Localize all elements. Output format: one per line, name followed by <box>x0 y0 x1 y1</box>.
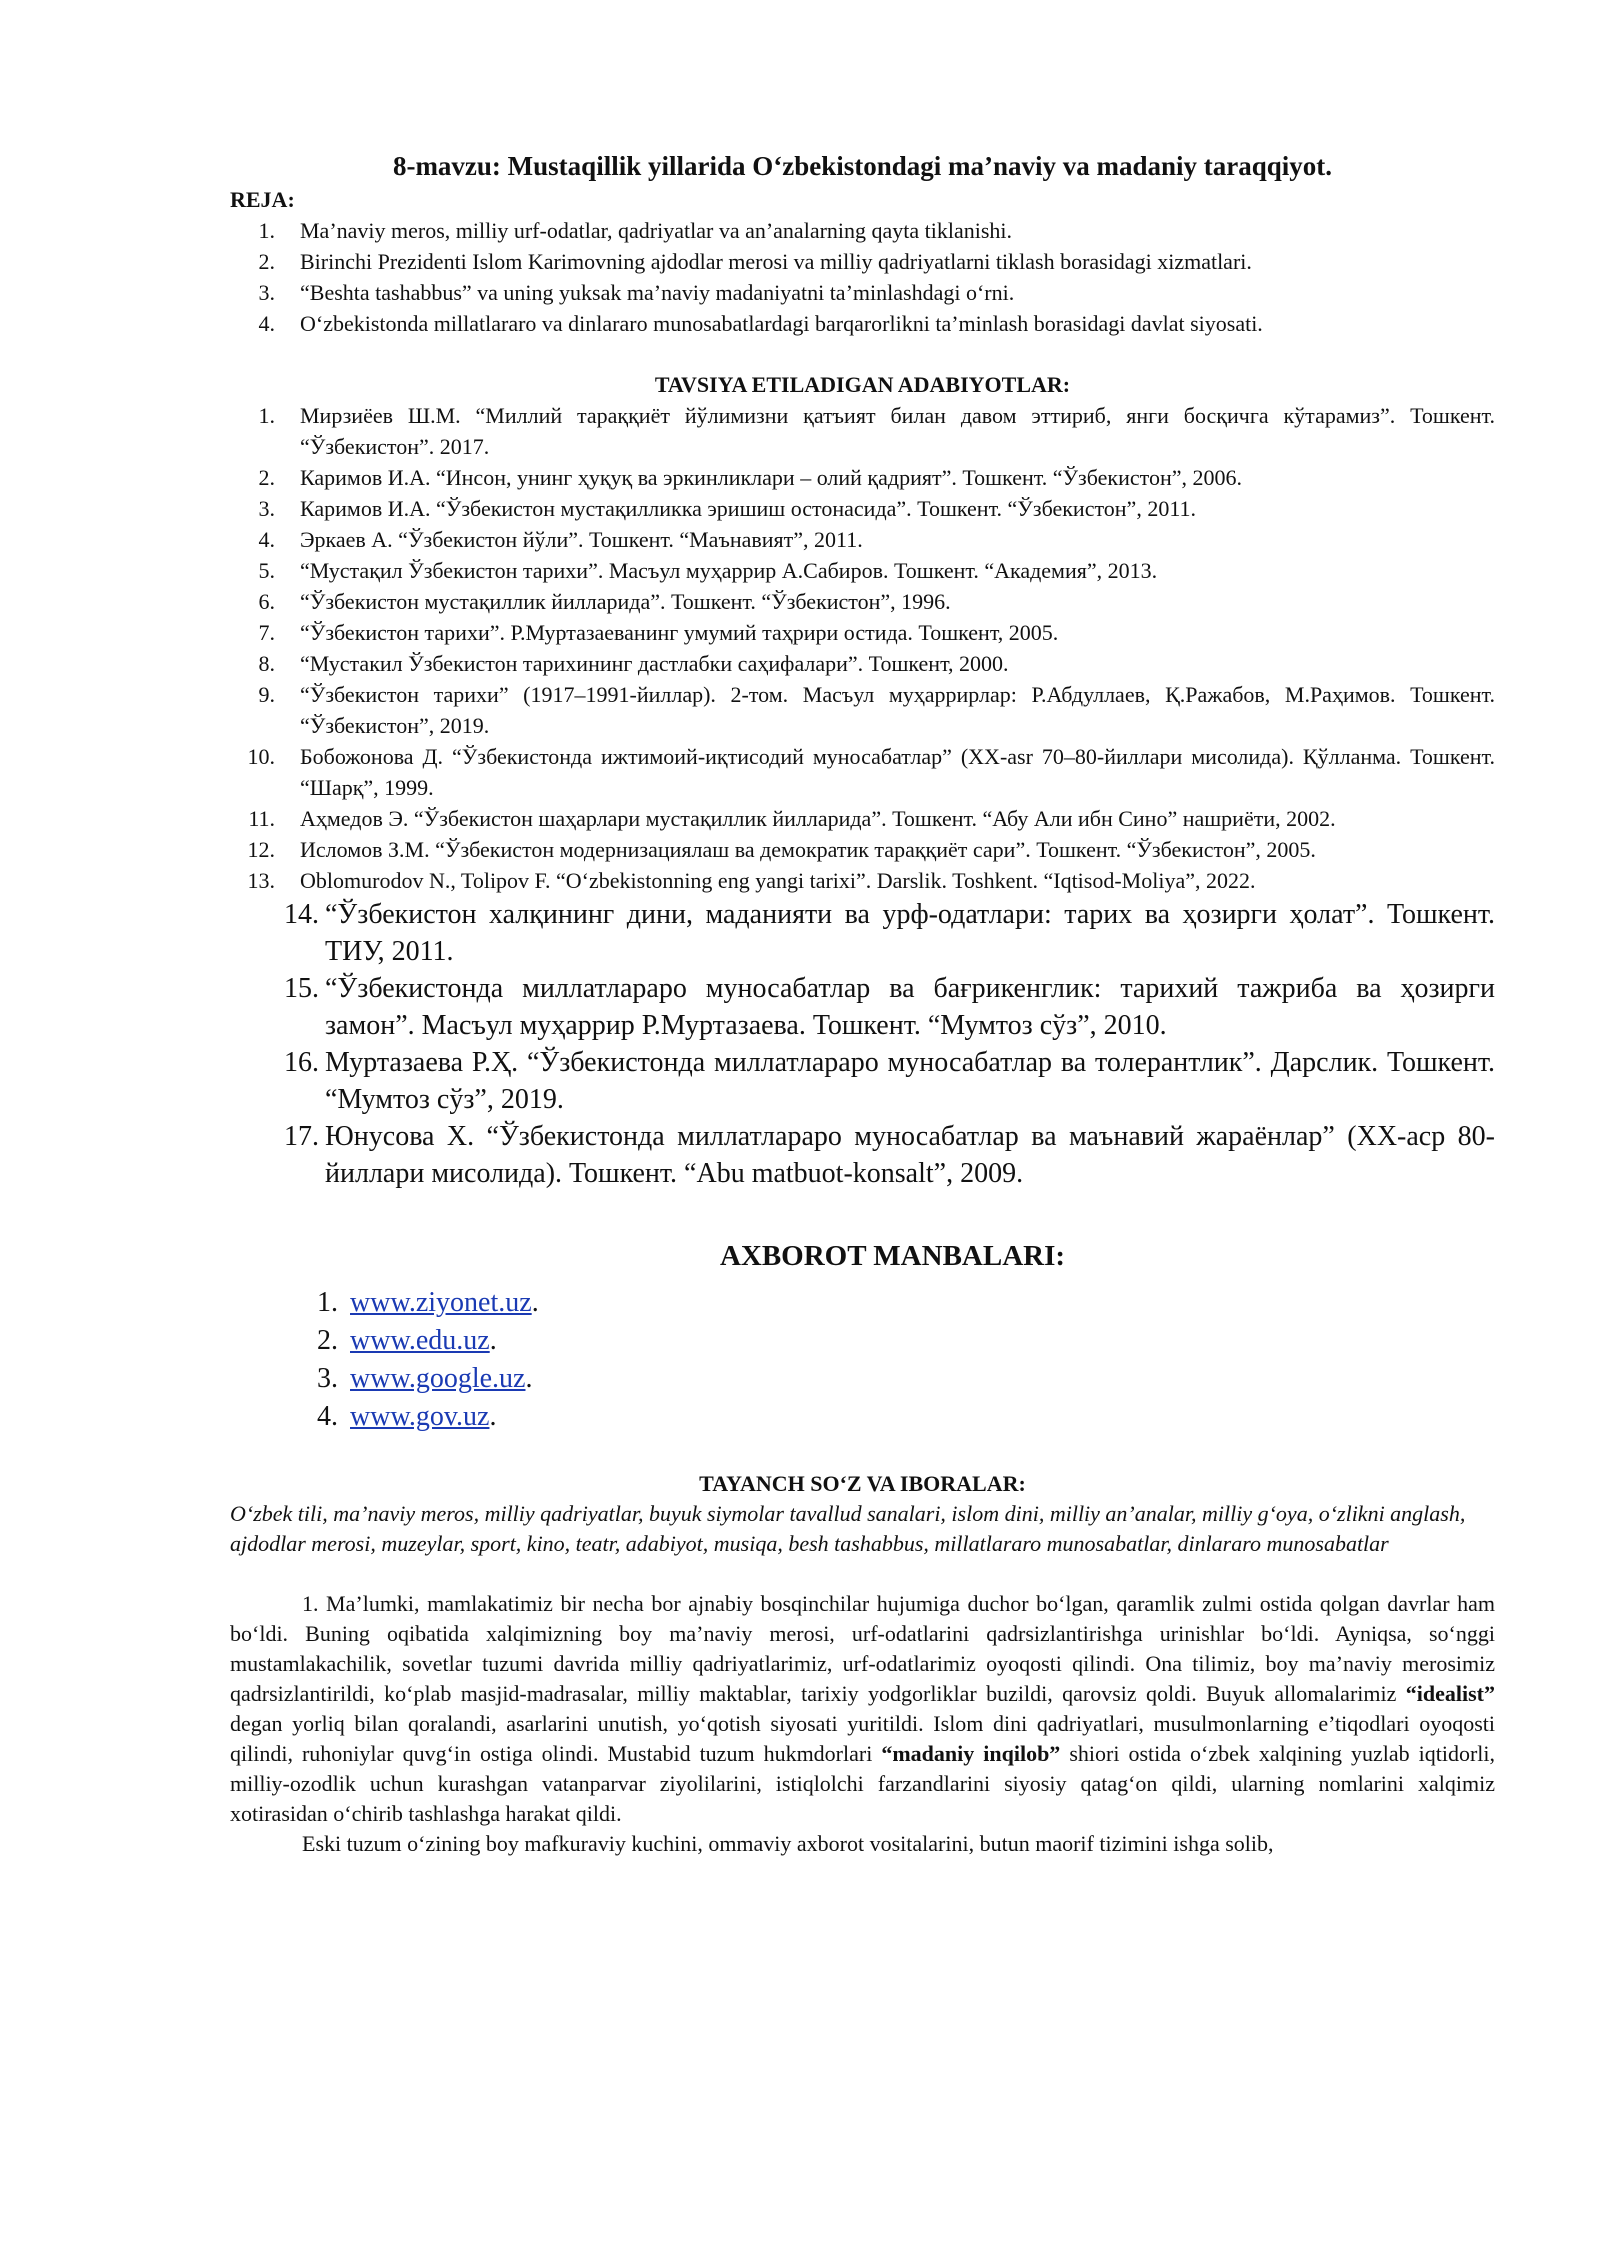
reference-number: 14. <box>284 898 319 930</box>
keywords-text: O‘zbek tili, ma’naviy meros, milliy qadriyatlar, buyuk siymolar tavallud sanalari, islom dini, milliy an’analar, milliy g‘oya, o‘zlikni anglash, ajdodlar merosi, muzeylar, sport, kino, teatr, adabiyot, musiqa, besh tashabbus, millatlararo munosabatlar, dinlararo munosabatlar <box>230 1500 1466 1556</box>
source-number: 3. <box>317 1362 338 1394</box>
plan-item-number: 3. <box>258 279 275 305</box>
plan-item-number: 4. <box>258 310 275 336</box>
reference-item <box>230 617 1495 648</box>
plan-item-number: 2. <box>258 248 275 274</box>
plan-item-text: Birinchi Prezidenti Islom Karimovning ajdodlar merosi va milliy qadriyatlarni tiklash borasidagi xizmatlari. <box>300 248 1252 274</box>
source-item <box>230 1360 1495 1398</box>
body-text-span: degan yorliq bilan qoralandi, asarlarini unutish, yo‘qotish siyosati yuritildi. Islom dini qadriyatlari, musulmonlarning e’tiqodlari oyoqosti qilindi, ruhoniylar quvg‘in ostiga olindi. Mustabid tuzum hukmdorlari <box>230 1710 1495 1766</box>
reference-item <box>230 400 1495 462</box>
reference-text: Мирзиёев Ш.М. “Миллий тараққиёт йўлимизни қатъият билан давом эттириб, янги босқичга кўтарамиз”. Тошкент. “Ўзбекистон”. 2017. <box>300 402 1495 459</box>
body-text-span: shiori ostida o‘zbek xalqining yuzlab iqtidorli, milliy-ozodlik uchun kurashgan vatanparvar ziyolilarini, istiqlolchi farzandlarini siyosiy qatag‘on qildi, ularning nomlarini xalqimiz xotirasidan o‘chirib tashlashga harakat qildi. <box>230 1740 1496 1826</box>
reference-text: “Ўзбекистон тарихи” (1917–1991-йиллар). 2-том. Масъул муҳаррирлар: Р.Абдуллаев, Қ.Ражабов, М.Раҳимов. Тошкент. “Ўзбекистон”, 2019. <box>300 681 1495 738</box>
reference-number: 15. <box>284 972 319 1004</box>
reference-number: 2. <box>258 464 275 490</box>
reference-item <box>230 865 1495 896</box>
reference-text: “Ўзбекистон халқининг дини, маданияти ва урф-одатлари: тарих ва ҳозирги ҳолат”. Тошкент. ТИУ, 2011. <box>325 898 1495 967</box>
plan-item <box>230 308 1495 339</box>
source-item <box>230 1322 1495 1360</box>
sources-heading: AXBOROT MANBALARI: <box>719 1239 1066 1272</box>
source-item <box>230 1398 1495 1436</box>
references-heading: TAVSIYA ETILADIGAN ADABIYOTLAR: <box>654 371 1071 397</box>
source-number: 2. <box>317 1324 338 1356</box>
page-title: 8-mavzu: Mustaqillik yillarida O‘zbekistondagi ma’naviy va madaniy taraqqiyot. <box>392 151 1333 181</box>
reference-text: Исломов З.М. “Ўзбекистон модернизациялаш ва демократик тараққиёт сари”. Тошкент. “Ўзбекистон”, 2005. <box>300 836 1316 862</box>
plan-item-text: O‘zbekistonda millatlararo va dinlararo munosabatlardagi barqarorlikni ta’minlash borasidagi davlat siyosati. <box>300 310 1263 336</box>
reference-item-large <box>230 1118 1495 1192</box>
body-paragraph <box>230 1589 1495 1829</box>
plan-item <box>230 246 1495 277</box>
reference-number: 7. <box>258 619 275 645</box>
source-suffix: . <box>531 1286 539 1318</box>
plan-label: REJA: <box>230 187 295 213</box>
reference-item <box>230 741 1495 803</box>
reference-number: 6. <box>258 588 275 614</box>
reference-text: “Мустакил Ўзбекистон тарихининг дастлабки саҳифалари”. Тошкент, 2000. <box>300 650 1009 676</box>
plan-item <box>230 215 1495 246</box>
reference-text: “Ўзбекистон мустақиллик йилларида”. Тошкент. “Ўзбекистон”, 1996. <box>300 588 951 614</box>
reference-text: Каримов И.А. “Инсон, унинг ҳуқуқ ва эркинликлари – олий қадрият”. Тошкент. “Ўзбекистон”, 2006. <box>300 464 1242 490</box>
reference-text: Аҳмедов Э. “Ўзбекистон шаҳарлари мустақиллик йилларида”. Тошкент. “Абу Али ибн Сино” нашриёти, 2002. <box>300 805 1336 831</box>
reference-item-large <box>230 896 1495 970</box>
reference-item <box>230 679 1495 741</box>
source-suffix: . <box>525 1362 533 1394</box>
source-suffix: . <box>489 1400 497 1432</box>
reference-text: “Мустақил Ўзбекистон тарихи”. Масъул муҳаррир А.Сабиров. Тошкент. “Академия”, 2013. <box>300 557 1158 583</box>
reference-text: Эркаев А. “Ўзбекистон йўли”. Тошкент. “Маънавият”, 2011. <box>300 526 863 552</box>
source-link[interactable]: www.edu.uz <box>350 1324 490 1356</box>
reference-number: 9. <box>258 681 275 707</box>
body-bold-term: “madaniy inqilob” <box>881 1740 1061 1766</box>
reference-text: Oblomurodov N., Tolipov F. “O‘zbekistonning eng yangi tarixi”. Darslik. Toshkent. “Iqtisod-Moliya”, 2022. <box>300 867 1256 893</box>
plan-list <box>230 215 1495 339</box>
reference-item <box>230 834 1495 865</box>
reference-number: 4. <box>258 526 275 552</box>
source-suffix: . <box>489 1324 497 1356</box>
reference-item-large <box>230 1044 1495 1118</box>
reference-item <box>230 462 1495 493</box>
reference-item-large <box>230 970 1495 1044</box>
source-number: 1. <box>317 1286 338 1318</box>
reference-number: 5. <box>258 557 275 583</box>
body-paragraph <box>230 1829 1495 1859</box>
reference-text: “Ўзбекистонда миллатлараро муносабатлар ва бағрикенглик: тарихий тажриба ва ҳозирги замон”. Масъул муҳаррир Р.Муртазаева. Тошкент. “Мумтоз сўз”, 2010. <box>325 972 1495 1041</box>
reference-item <box>230 493 1495 524</box>
reference-number: 17. <box>284 1120 319 1152</box>
reference-number: 13. <box>247 867 275 893</box>
keywords-heading: TAYANCH SO‘Z VA IBORALAR: <box>699 1470 1026 1496</box>
reference-number: 10. <box>247 743 275 769</box>
body-bold-term: “idealist” <box>1405 1680 1495 1706</box>
source-link[interactable]: www.google.uz <box>350 1362 526 1394</box>
reference-text: Муртазаева Р.Ҳ. “Ўзбекистонда миллатлараро муносабатлар ва толерантлик”. Дарслик. Тошкент. “Мумтоз сўз”, 2019. <box>325 1046 1495 1115</box>
reference-text: Бобожонова Д. “Ўзбекистонда ижтимоий-иқтисодий муносабатлар” (XX-asr 70–80-йиллари мисолида). Қўлланма. Тошкент. “Шарқ”, 1999. <box>300 743 1495 800</box>
reference-item <box>230 555 1495 586</box>
document-page <box>230 150 1495 1859</box>
source-link[interactable]: www.ziyonet.uz <box>350 1286 532 1318</box>
reference-item <box>230 524 1495 555</box>
plan-item-number: 1. <box>258 217 275 243</box>
reference-text: Юнусова Х. “Ўзбекистонда миллатлараро муносабатлар ва маънавий жараёнлар” (XX-аср 80-йиллари мисолида). Тошкент. “Abu matbuot-konsalt”, 2009. <box>325 1120 1495 1189</box>
source-item <box>230 1284 1495 1322</box>
reference-text: “Ўзбекистон тарихи”. Р.Муртазаеванинг умумий таҳрири остида. Тошкент, 2005. <box>300 619 1059 645</box>
reference-number: 16. <box>284 1046 319 1078</box>
references-list <box>230 400 1495 1192</box>
reference-item <box>230 648 1495 679</box>
reference-number: 3. <box>258 495 275 521</box>
reference-text: Каримов И.А. “Ўзбекистон мустақилликка эришиш остонасида”. Тошкент. “Ўзбекистон”, 2011. <box>300 495 1197 521</box>
plan-item-text: Ma’naviy meros, milliy urf-odatlar, qadriyatlar va an’analarning qayta tiklanishi. <box>300 217 1013 243</box>
source-number: 4. <box>317 1400 338 1432</box>
reference-number: 8. <box>258 650 275 676</box>
body-text-span: 1. Ma’lumki, mamlakatimiz bir necha bor ajnabiy bosqinchilar hujumiga duchor bo‘lgan, qaramlik zulmi ostida qolgan davrlar ham bo‘ldi. Buning oqibatida xalqimizning boy ma’naviy merosi, urf-odatlarini qadrsizlantirishga urinishlar bo‘ldi. Ayniqsa, so‘nggi mustamlakachilik, sovetlar tuzumi davrida milliy qadriyatlarimiz, urf-odatlarimiz oyoqosti qilindi. Ona tilimiz, boy ma’naviy merosimiz qadrsizlantirildi, ko‘plab masjid-madrasalar, milliy maktablar, tarixiy yodgorliklar buzildi, qarovsiz qoldi. Buyuk allomalarimiz <box>230 1590 1495 1706</box>
plan-item <box>230 277 1495 308</box>
reference-number: 1. <box>258 402 275 428</box>
reference-item <box>230 586 1495 617</box>
reference-number: 11. <box>248 805 275 831</box>
sources-list <box>230 1284 1495 1436</box>
reference-number: 12. <box>247 836 275 862</box>
reference-item <box>230 803 1495 834</box>
body-text-span: Eski tuzum o‘zining boy mafkuraviy kuchini, ommaviy axborot vositalarini, butun maorif tizimini ishga solib, <box>302 1830 1274 1856</box>
plan-item-text: “Beshta tashabbus” va uning yuksak ma’naviy madaniyatni ta’minlashdagi o‘rni. <box>300 279 1015 305</box>
source-link[interactable]: www.gov.uz <box>350 1400 490 1432</box>
